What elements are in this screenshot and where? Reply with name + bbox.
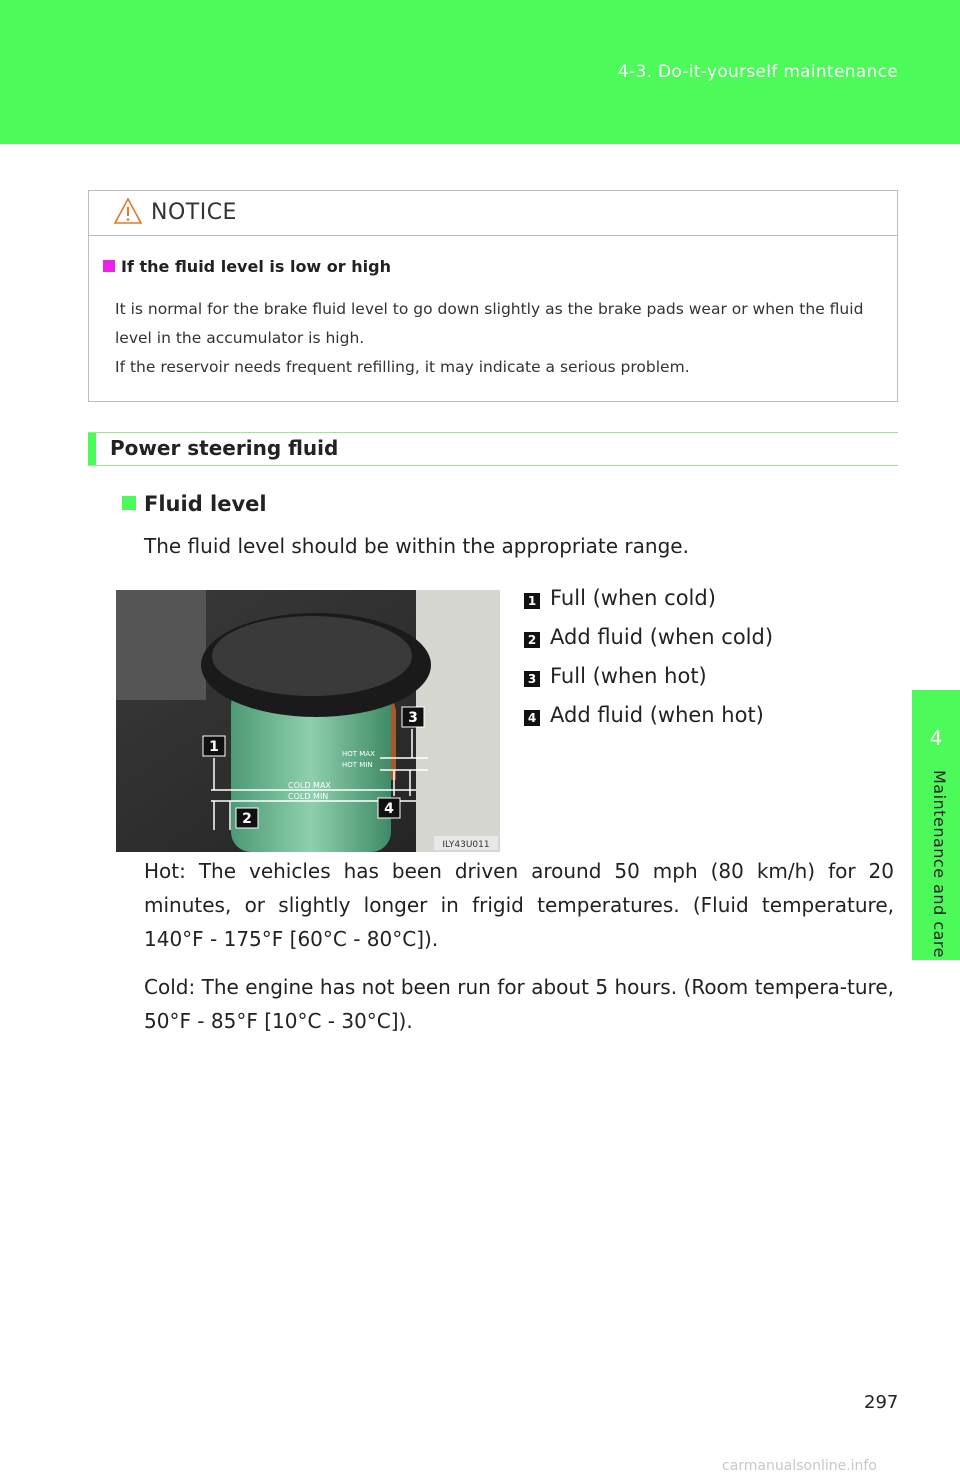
cold-definition: Cold: The engine has not been run for about 5 hours. (Room tempera-ture, 50°F - 85°F [10°C - 30°C]). <box>144 975 894 1033</box>
section-accent <box>88 433 96 465</box>
svg-text:3: 3 <box>408 710 418 726</box>
side-tab-label: Maintenance and care <box>930 770 949 958</box>
notice-body <box>115 295 891 382</box>
notice-header <box>89 191 897 236</box>
svg-text:2: 2 <box>242 811 252 827</box>
fluid-level-heading: Fluid level <box>122 492 267 516</box>
warning-triangle-icon <box>113 197 143 225</box>
watermark: carmanualsonline.info <box>722 1458 877 1474</box>
legend-text: Add fluid (when hot) <box>550 703 764 727</box>
cap-label: COLD MAX <box>288 781 331 790</box>
notice-box <box>88 190 898 402</box>
reservoir-figure <box>116 590 500 852</box>
hot-definition: Hot: The vehicles has been driven around 50 mph (80 km/h) for 20 minutes, or slightly longer in frigid temperatures. (Fluid temperature, 140°F - 175°F [60°C - 80°C]). <box>144 859 894 951</box>
section-title: Power steering fluid <box>110 436 339 460</box>
section-bar <box>88 432 898 466</box>
legend-text: Full (when cold) <box>550 586 716 610</box>
figure-code: ILY43U011 <box>442 840 490 850</box>
side-tab-number: 4 <box>929 726 943 750</box>
notice-title: NOTICE <box>151 200 237 225</box>
fluid-level-lead: The fluid level should be within the appropriate range. <box>144 534 689 558</box>
cap-label: HOT MAX <box>342 750 375 758</box>
cap-label: HOT MIN <box>342 761 373 769</box>
header-section-title: 4-3. Do-it-yourself maintenance <box>617 62 898 82</box>
notice-line: It is normal for the brake fluid level to go down slightly as the brake pads wear or when the fluid level in the accumulator is high. <box>115 300 864 347</box>
legend-number: 4 <box>524 710 540 726</box>
legend-number: 3 <box>524 671 540 687</box>
notice-line: If the reservoir needs frequent refilling, it may indicate a serious problem. <box>115 358 690 376</box>
notice-subheading: If the fluid level is low or high <box>103 257 391 276</box>
legend-text: Full (when hot) <box>550 664 707 688</box>
svg-text:4: 4 <box>384 801 394 817</box>
legend-text: Add fluid (when cold) <box>550 625 774 649</box>
cap-label: COLD MIN <box>288 792 329 801</box>
square-bullet-icon <box>103 260 115 272</box>
legend-number: 2 <box>524 632 540 648</box>
page-number: 297 <box>864 1392 899 1413</box>
square-bullet-icon <box>122 496 136 510</box>
svg-text:1: 1 <box>209 739 219 755</box>
legend-number: 1 <box>524 593 540 609</box>
